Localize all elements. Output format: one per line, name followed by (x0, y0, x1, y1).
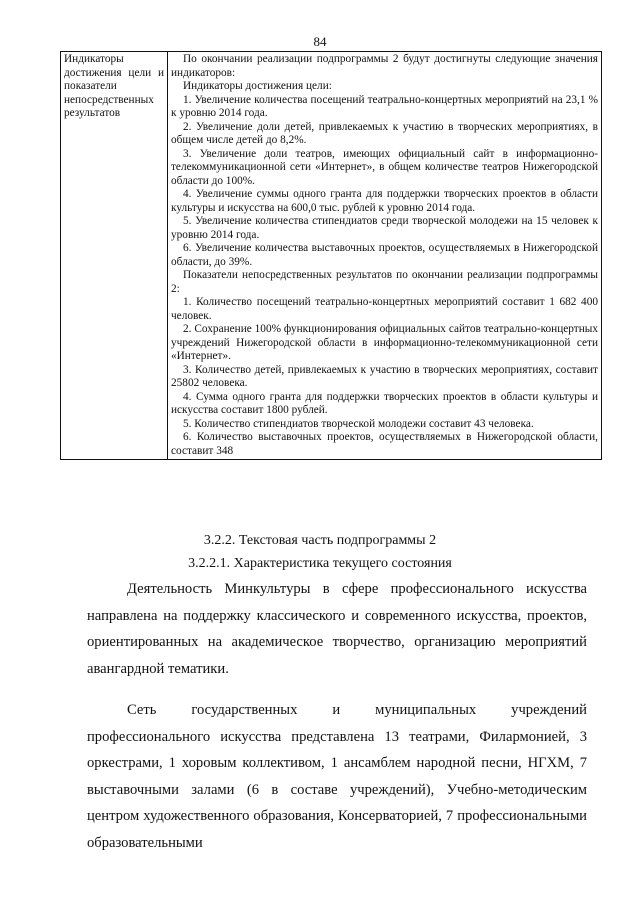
subsection-heading: 3.2.2.1. Характеристика текущего состояния (188, 556, 452, 571)
indicators-content-cell (168, 52, 602, 460)
table-paragraph: 6. Количество выставочных проектов, осуществляемых в Нижегородской области, составит 348 (171, 431, 598, 457)
table-paragraph: 3. Количество детей, привлекаемых к участию в творческих мероприятиях, составит 25802 человека. (171, 363, 598, 389)
body-paragraph: Сеть государственных и муниципальных учреждений профессионального искусства представлена 13 театрами, Филармонией, 3 оркестрами, 1 хоровым коллективом, 1 ансамблем народной песни, НГХМ, 7 выставочными залами (6 в составе учреждений), Учебно-методическим центром художественного образования, Консерваторией, 7 профессиональными образовательными (87, 702, 587, 851)
body-paragraph: Деятельность Минкультуры в сфере профессионального искусства направлена на поддержку классического и современного искусства, проектов, ориентированных на академическое творчество, организацию мероприятий авангардной тематики. (87, 581, 587, 677)
page-number: 84 (313, 34, 327, 49)
table-paragraph: 3. Увеличение доли театров, имеющих официальный сайт в информационно-телекоммуникационной сети «Интернет», в общем количестве театров Нижегородской области до 100%. (171, 147, 598, 187)
section-heading: 3.2.2. Текстовая часть подпрограммы 2 (203, 533, 437, 548)
indicators-label-cell: Индикаторы достижения цели и показатели непосредственных результатов (61, 52, 168, 460)
table-paragraph: 4. Увеличение суммы одного гранта для поддержки творческих проектов в области культуры и искусства на 600,0 тыс. рублей к уровню 2014 года. (171, 188, 598, 214)
table-paragraph: 2. Сохранение 100% функционирования официальных сайтов театрально-концертных учреждений Нижегородской области в информационно-телекоммуникационной сети «Интернет». (171, 323, 598, 362)
table-paragraph: 2. Увеличение доли детей, привлекаемых к участию в творческих мероприятиях, в общем числе детей до 8,2%. (171, 120, 598, 146)
table-paragraph: 5. Увеличение количества стипендиатов среди творческой молодежи на 15 человек к уровню 2014 года. (171, 215, 598, 241)
table-paragraph: По окончании реализации подпрограммы 2 будут достигнуты следующие значения индикаторов: (171, 53, 598, 79)
table-paragraph: 1. Количество посещений театрально-концертных мероприятий составит 1 682 400 человек. (171, 296, 598, 322)
table-paragraph: Показатели непосредственных результатов по окончании реализации подпрограммы 2: (171, 269, 598, 295)
table-paragraph: 1. Увеличение количества посещений театрально-концертных мероприятий на 23,1 % к уровню 2014 года. (171, 93, 598, 119)
body-text (87, 576, 587, 871)
table-paragraph: 6. Увеличение количества выставочных проектов, осуществляемых в Нижегородской области, до 39%. (171, 242, 598, 268)
table-paragraph: 4. Сумма одного гранта для поддержки творческих проектов в области культуры и искусства составит 1800 рублей. (171, 390, 598, 416)
table-row (61, 52, 602, 460)
table-paragraph: 5. Количество стипендиатов творческой молодежи составит 43 человека. (183, 417, 534, 430)
indicators-table (60, 51, 602, 460)
table-paragraph: Индикаторы достижения цели: (183, 80, 332, 92)
